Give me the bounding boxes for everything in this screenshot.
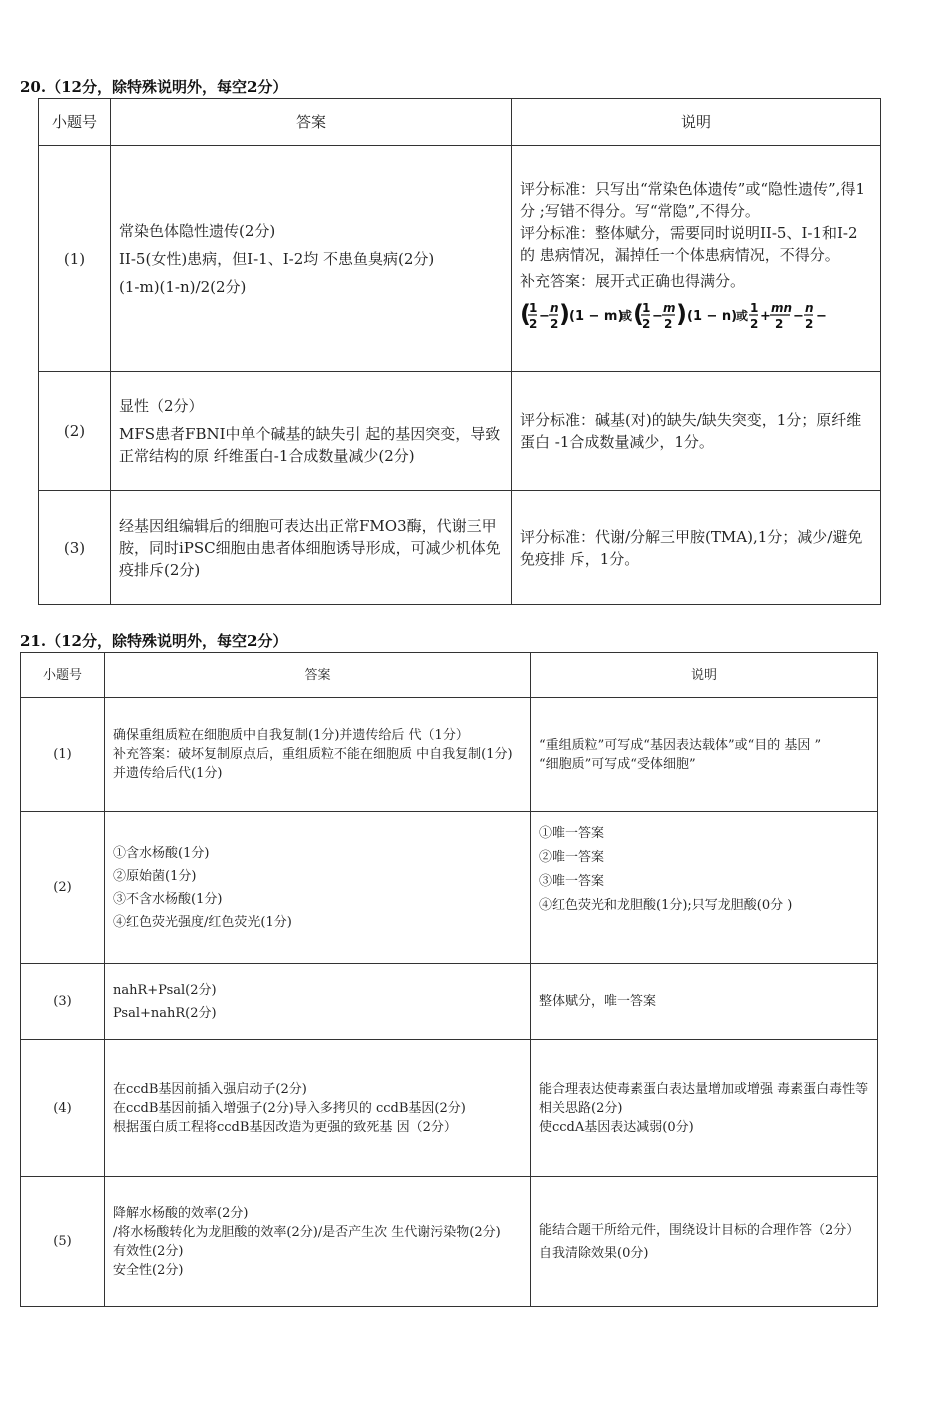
answer-line: 显性（2分） bbox=[119, 397, 204, 415]
row-number: (3) bbox=[21, 964, 105, 1040]
svg-text:n: n bbox=[550, 300, 559, 315]
note-line: 评分标准：整体赋分，需要同时说明II-5、I-1和I-2的 患病情况，漏掉任一个体患病情况，不得分。 bbox=[520, 223, 858, 264]
note-line: 评分标准：碱基(对)的缺失/缺失突变，1分；原纤维蛋白 -1合成数量减少，1分。 bbox=[520, 411, 862, 451]
table-row bbox=[21, 698, 878, 812]
note-line: 补充答案：展开式正确也得满分。 bbox=[520, 271, 746, 290]
answer-line: 降解水杨酸的效率(2分) bbox=[113, 1205, 249, 1221]
note-cell bbox=[512, 146, 881, 372]
answer-cell bbox=[105, 1040, 531, 1177]
table-row bbox=[39, 372, 881, 491]
q21-table bbox=[20, 652, 878, 1307]
table-row bbox=[21, 812, 878, 964]
svg-text:2: 2 bbox=[642, 316, 651, 331]
table-row bbox=[39, 146, 881, 372]
answer-line: 常染色体隐性遗传(2分) bbox=[119, 221, 276, 240]
q20-table bbox=[38, 98, 881, 605]
svg-text:m: m bbox=[663, 300, 676, 315]
svg-text:1: 1 bbox=[750, 300, 759, 315]
svg-text:或: 或 bbox=[736, 308, 749, 323]
svg-text:2: 2 bbox=[750, 316, 759, 331]
col-header-answer: 答案 bbox=[111, 99, 512, 146]
note-cell bbox=[531, 812, 878, 964]
answer-line: II-5(女性)患病，但I-1、I-2均 不患鱼臭病(2分) bbox=[119, 249, 435, 268]
table-header-row bbox=[21, 653, 878, 698]
table-row bbox=[21, 1177, 878, 1307]
answer-cell bbox=[105, 1177, 531, 1307]
note-cell bbox=[531, 1177, 878, 1307]
answer-line: 有效性(2分) bbox=[113, 1243, 184, 1259]
answer-cell bbox=[111, 491, 512, 605]
note-line: ①唯一答案 bbox=[539, 826, 605, 841]
math-formula bbox=[520, 298, 860, 334]
note-cell bbox=[531, 964, 878, 1040]
note-line: 能合理表达使毒素蛋白表达量增加或增强 毒素蛋白毒性等相关思路(2分) bbox=[539, 1081, 869, 1116]
svg-text:(1 − n): (1 − n) bbox=[687, 308, 738, 324]
svg-text:−: − bbox=[539, 308, 550, 324]
answer-line: Psal+nahR(2分) bbox=[113, 1005, 217, 1021]
answer-line: 安全性(2分) bbox=[113, 1262, 184, 1278]
col-header-num: 小题号 bbox=[39, 99, 111, 146]
svg-text:2: 2 bbox=[805, 316, 814, 331]
svg-text:或: 或 bbox=[620, 308, 633, 323]
formula-image bbox=[520, 298, 872, 340]
row-number: (2) bbox=[39, 372, 111, 491]
note-cell bbox=[512, 491, 881, 605]
q21-title: 21.（12分，除特殊说明外，每空2分） bbox=[20, 632, 288, 650]
note-line: 使ccdA基因表达减弱(0分) bbox=[539, 1119, 694, 1135]
svg-text:1: 1 bbox=[529, 300, 538, 315]
answer-line: 在ccdB基因前插入增强子(2分)导入多拷贝的 ccdB基因(2分) bbox=[113, 1100, 466, 1116]
note-line: ③唯一答案 bbox=[539, 874, 605, 889]
answer-cell bbox=[111, 372, 512, 491]
note-line: 评分标准：只写出“常染色体遗传”或“隐性遗传”,得1分 ;写错不得分。写“常隐”,不得分。 bbox=[520, 179, 865, 220]
svg-text:(: ( bbox=[520, 299, 531, 328]
svg-text:−: − bbox=[816, 308, 827, 324]
answer-cell bbox=[111, 146, 512, 372]
note-cell bbox=[531, 1040, 878, 1177]
svg-text:+: + bbox=[760, 308, 771, 324]
svg-text:−: − bbox=[793, 308, 804, 324]
note-line: 自我清除效果(0分) bbox=[539, 1245, 649, 1261]
answer-cell bbox=[105, 698, 531, 812]
row-number: (1) bbox=[39, 146, 111, 372]
table-row bbox=[21, 1040, 878, 1177]
table-row bbox=[39, 491, 881, 605]
col-header-answer: 答案 bbox=[105, 653, 531, 698]
answer-line: 根据蛋白质工程将ccdB基因改造为更强的致死基 因（2分） bbox=[113, 1119, 457, 1135]
row-number: (2) bbox=[21, 812, 105, 964]
note-line: “细胞质”可写成“受体细胞” bbox=[539, 756, 696, 772]
svg-text:): ) bbox=[676, 299, 687, 328]
row-number: (5) bbox=[21, 1177, 105, 1307]
table-header-row bbox=[39, 99, 881, 146]
svg-text:n: n bbox=[805, 300, 814, 315]
col-header-num: 小题号 bbox=[21, 653, 105, 698]
note-cell bbox=[512, 372, 881, 491]
svg-text:2: 2 bbox=[664, 316, 673, 331]
svg-text:): ) bbox=[559, 299, 570, 328]
answer-line: ②原始菌(1分) bbox=[113, 868, 197, 884]
svg-text:1: 1 bbox=[642, 300, 651, 315]
row-number: (1) bbox=[21, 698, 105, 812]
answer-line: 确保重组质粒在细胞质中自我复制(1分)并遗传给后 代（1分） bbox=[113, 728, 469, 743]
answer-line: ①含水杨酸(1分) bbox=[113, 845, 210, 861]
svg-text:2: 2 bbox=[775, 316, 784, 331]
note-cell bbox=[531, 698, 878, 812]
answer-line: MFS患者FBNI中单个碱基的缺失引 起的基因突变，导致正常结构的原 纤维蛋白-1合成数量减少(2分) bbox=[119, 425, 501, 465]
answer-line: (1-m)(1-n)/2(2分) bbox=[119, 277, 247, 296]
note-line: “重组质粒”可写成“基因表达载体”或“目的 基因 ” bbox=[539, 737, 822, 753]
note-line: ④红色荧光和龙胆酸(1分);只写龙胆酸(0分 ) bbox=[539, 898, 793, 913]
answer-line: 在ccdB基因前插入强启动子(2分) bbox=[113, 1081, 307, 1097]
answer-line: ③不含水杨酸(1分) bbox=[113, 891, 223, 907]
svg-text:2: 2 bbox=[529, 316, 538, 331]
note-line: 能结合题干所给元件，围绕设计目标的合理作答（2分） bbox=[539, 1222, 860, 1238]
q20-title: 20.（12分，除特殊说明外，每空2分） bbox=[20, 78, 288, 96]
col-header-note: 说明 bbox=[512, 99, 881, 146]
note-line: 整体赋分，唯一答案 bbox=[539, 994, 657, 1009]
answer-cell bbox=[105, 964, 531, 1040]
svg-text:−: − bbox=[652, 308, 663, 324]
table-row bbox=[21, 964, 878, 1040]
answer-cell bbox=[105, 812, 531, 964]
svg-text:(1 − m): (1 − m) bbox=[569, 308, 624, 324]
note-line: 评分标准：代谢/分解三甲胺(TMA),1分；减少/避免免疫排 斥，1分。 bbox=[520, 527, 863, 568]
answer-line: ④红色荧光强度/红色荧光(1分) bbox=[113, 914, 292, 930]
svg-text:(: ( bbox=[633, 299, 644, 328]
svg-text:mn: mn bbox=[771, 300, 793, 315]
answer-line: 补充答案：破坏复制原点后，重组质粒不能在细胞质 中自我复制(1分)并遗传给后代(1分) bbox=[113, 747, 513, 781]
answer-line: nahR+Psal(2分) bbox=[113, 982, 217, 998]
answer-line: /将水杨酸转化为龙胆酸的效率(2分)/是否产生次 生代谢污染物(2分) bbox=[113, 1224, 501, 1240]
svg-text:2: 2 bbox=[550, 316, 559, 331]
row-number: (4) bbox=[21, 1040, 105, 1177]
note-line: ②唯一答案 bbox=[539, 850, 605, 865]
answer-line: 经基因组编辑后的细胞可表达出正常FMO3酶，代谢三甲胺，同时iPSC细胞由患者体细胞诱导形成，可减少机体免疫排斥(2分) bbox=[119, 516, 501, 579]
col-header-note: 说明 bbox=[531, 653, 878, 698]
row-number: (3) bbox=[39, 491, 111, 605]
